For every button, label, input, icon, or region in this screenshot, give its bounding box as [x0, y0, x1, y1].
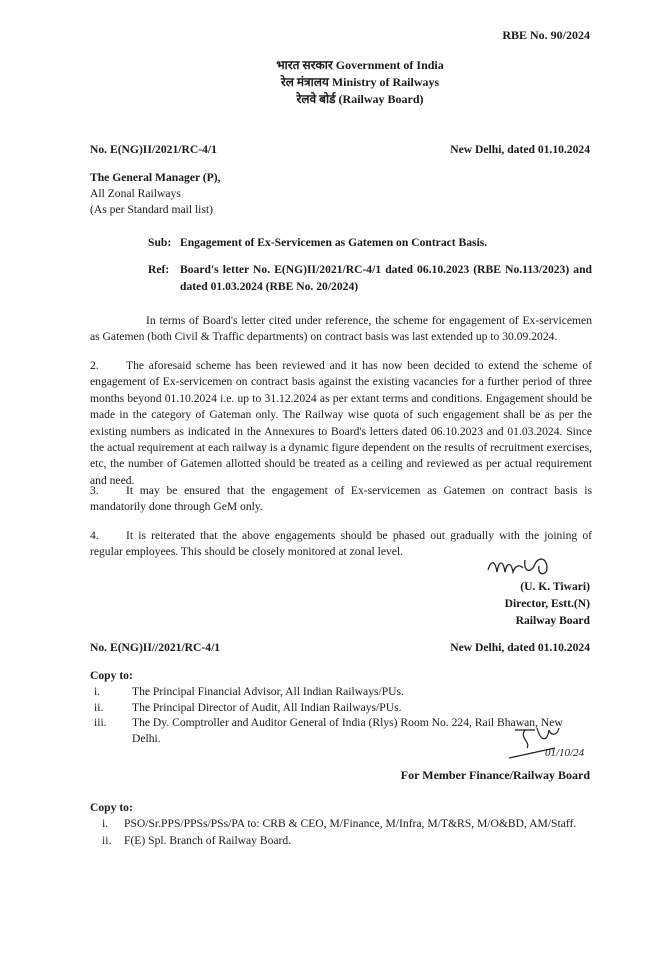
- copy-to-list-2: [90, 816, 600, 849]
- copy-to-heading-1: Copy to:: [90, 669, 133, 682]
- signed-for: For Member Finance/Railway Board: [400, 768, 590, 782]
- item-number: ii.: [102, 833, 112, 847]
- paragraph-number: 4.: [90, 529, 99, 542]
- paragraph-number: 3.: [90, 484, 99, 497]
- header-ministry: रेल मंत्रालय Ministry of Railways: [280, 75, 440, 89]
- paragraph-1: In terms of Board's letter cited under reference, the scheme for engagement of Ex-servicemen as Gatemen (both Civil & Traffic departments) on contract basis was last extended up to 30.09.2024.: [90, 314, 592, 344]
- paragraph-text: It may be ensured that the engagement of Ex-servicemen as Gatemen on contract basis is mandatorily done through GeM only.: [90, 484, 592, 514]
- reference: [148, 261, 592, 295]
- paragraph-text: The aforesaid scheme has been reviewed and it has now been decided to extend the scheme of engagement of Ex-servicemen on contract basis against the existing vacancies for a further period of three months beyond 01.10.2024 i.e. up to 31.12.2024 as per extant terms and conditions. Engagement should be made in the category of Gateman only. The Railway wise quota of such engagement shall be as per the existing numbers as indicated in the Annexures to Board's letters dated 06.10.2023 and 01.03.2024. Since the actual requirement at each railway is a dynamic figure dependent on the results of recruitment exercises, etc, the number of Gatemen allotted should be treated as a ceiling and reviewed as per actual requirement and need.: [90, 359, 592, 487]
- copy-letter-date: New Delhi, dated 01.10.2024: [450, 641, 590, 654]
- signatory-designation: Director, Estt.(N): [504, 597, 590, 610]
- signatory-office: Railway Board: [515, 614, 590, 627]
- header-board: रेलवे बोर्ड (Railway Board): [296, 92, 424, 106]
- signature-finance: [505, 722, 585, 762]
- rbe-number: RBE No. 90/2024: [502, 28, 590, 42]
- item-number: iii.: [94, 716, 107, 729]
- paragraph-3: [90, 483, 592, 516]
- signatory: [505, 578, 590, 629]
- paragraph-text: It is reiterated that the above engagements should be phased out gradually with the joining of regular employees. This should be closely monitored at zonal level.: [90, 529, 592, 559]
- copy-to-heading-2: Copy to:: [90, 801, 133, 814]
- item-text: The Principal Financial Advisor, All Indian Railways/PUs.: [132, 685, 404, 698]
- item-text: The Principal Director of Audit, All Indian Railways/PUs.: [132, 700, 402, 714]
- item-text: PSO/Sr.PPS/PPSs/PSs/PA to: CRB & CEO, M/Finance, M/Infra, M/T&RS, M/O&BD, AM/Staff.: [124, 817, 577, 830]
- copy-to-list-1: [90, 684, 570, 746]
- item-text: F(E) Spl. Branch of Railway Board.: [124, 833, 292, 847]
- header-govt: भारत सरकार Government of India: [276, 58, 444, 72]
- paragraph-2: [90, 358, 592, 489]
- item-number: i.: [94, 685, 101, 698]
- item-text: The Dy. Comptroller and Auditor General of India (Rlys) Room No. 224, Rail Bhawan, New Delhi.: [132, 716, 563, 745]
- list-item: [90, 700, 570, 716]
- addressee: [90, 170, 221, 218]
- subject: [148, 236, 487, 249]
- addressee-line: (As per Standard mail list): [90, 203, 213, 216]
- item-number: i.: [102, 817, 109, 830]
- addressee-line: The General Manager (P),: [90, 171, 221, 184]
- list-item: [90, 715, 570, 746]
- list-item: [90, 833, 600, 850]
- reference-text: Board's letter No. E(NG)II/2021/RC-4/1 dated 06.10.2023 (RBE No.113/2023) and dated 01.03.2024 (RBE No. 20/2024): [180, 263, 592, 293]
- letter-date: New Delhi, dated 01.10.2024: [450, 143, 590, 156]
- subject-text: Engagement of Ex-Servicemen as Gatemen on Contract Basis.: [180, 236, 488, 249]
- reference-label: Ref:: [148, 263, 170, 276]
- signatory-name: (U. K. Tiwari): [520, 580, 590, 593]
- copy-letter-number: No. E(NG)II//2021/RC-4/1: [90, 641, 221, 654]
- list-item: [90, 684, 570, 700]
- paragraph-number: 2.: [90, 359, 99, 372]
- letter-number: No. E(NG)II/2021/RC-4/1: [90, 143, 217, 156]
- subject-label: Sub:: [148, 236, 172, 249]
- list-item: [90, 816, 600, 833]
- addressee-line: All Zonal Railways: [90, 187, 181, 200]
- signature-date: 01/10/24: [545, 747, 585, 759]
- item-number: ii.: [94, 700, 104, 714]
